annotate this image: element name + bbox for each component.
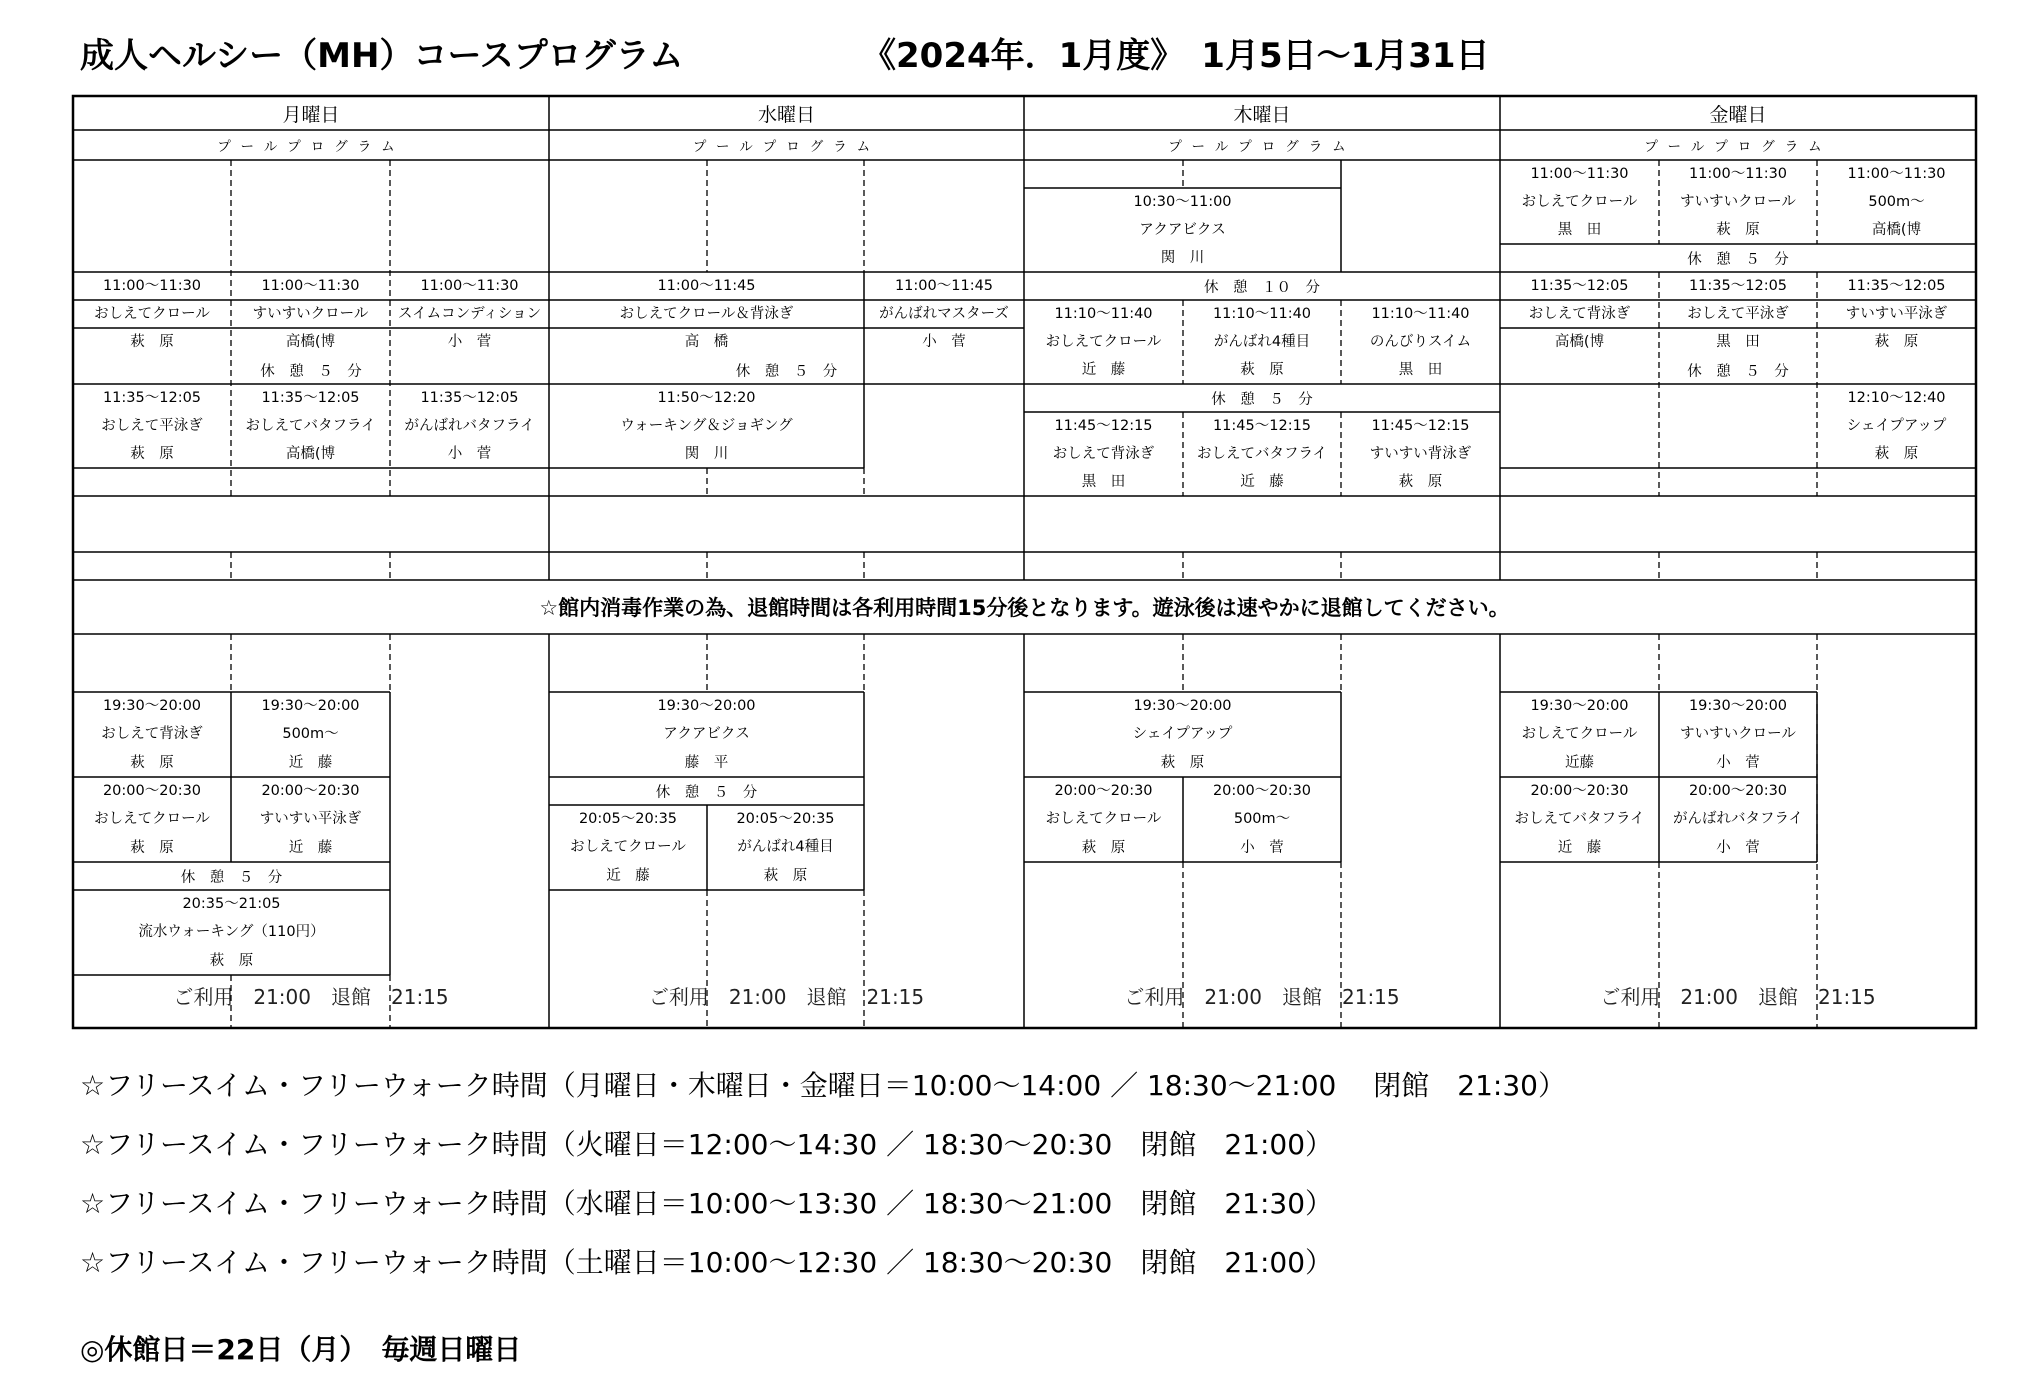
class-name: 500m～ (1233, 811, 1291, 828)
class-coach: 高橋(博 (285, 333, 336, 350)
class-time: 19:30～20:00 (1133, 697, 1232, 714)
class-name: すいすい平泳ぎ (1845, 305, 1948, 322)
class-time: 11:45～12:15 (1054, 417, 1153, 434)
class-time: 11:35～12:05 (1847, 277, 1946, 294)
class-coach: 高 橋 (684, 333, 729, 350)
class-time: 11:35～12:05 (420, 389, 519, 406)
class-cell (549, 384, 864, 468)
class-time: 10:30～11:00 (1133, 193, 1232, 210)
class-name: すいすい平泳ぎ (259, 811, 362, 828)
class-name: すいすい背泳ぎ (1369, 445, 1472, 462)
class-name: すいすいクロール (1680, 726, 1796, 743)
class-name: のんびりスイム (1369, 333, 1472, 350)
class-coach: 近藤 (1565, 754, 1594, 771)
class-cell (1341, 300, 1500, 384)
closing-time: ご利用 21:00 退館 21:15 (1600, 984, 1876, 1009)
class-coach: 萩 原 (1874, 445, 1919, 462)
class-cell (549, 272, 864, 356)
break-label: 休 憩 ５ 分 (180, 869, 283, 886)
class-coach: 高橋(博 (1871, 221, 1922, 238)
free-swim-hours: ☆フリースイム・フリーウォーク時間（水曜日＝10:00～13:30 ／ 18:30～21:00 閉館 21:30） (80, 1187, 1334, 1220)
class-time: 11:45～12:15 (1212, 417, 1312, 434)
class-cell (231, 272, 390, 356)
class-cell (231, 384, 390, 468)
class-cell (73, 890, 390, 975)
class-coach: 近 藤 (1557, 839, 1602, 856)
class-cell (1500, 692, 1659, 777)
class-cell (1817, 160, 1976, 244)
class-name: がんばれ4種目 (737, 839, 834, 856)
class-coach: 関 川 (684, 445, 729, 462)
break-label: 休 憩 ５ 分 (1211, 391, 1313, 408)
class-cell (1500, 777, 1659, 862)
class-name: おしえてクロール (1521, 726, 1638, 743)
class-coach: 小 菅 (1716, 754, 1760, 771)
class-cell (390, 272, 549, 356)
class-name: アクアビクス (663, 726, 750, 743)
class-name: おしえてクロール (94, 305, 210, 322)
class-time: 11:50～12:20 (657, 389, 756, 406)
class-cell (864, 272, 1024, 356)
class-name: おしえて背泳ぎ (1052, 445, 1155, 462)
break-label: 休 憩 ５ 分 (1687, 363, 1789, 380)
class-coach: 萩 原 (1716, 221, 1760, 238)
class-name: おしえてバタフライ (245, 417, 376, 434)
class-name: おしえてクロール＆背泳ぎ (619, 305, 794, 322)
class-time: 20:00～20:30 (1688, 782, 1788, 799)
day-header-wednesday: 水曜日 (757, 103, 815, 126)
class-time: 11:35～12:05 (1688, 277, 1788, 294)
class-name: おしえて平泳ぎ (1687, 305, 1789, 322)
class-time: 11:00～11:30 (1688, 165, 1788, 182)
class-cell (231, 777, 390, 862)
class-time: 11:10～11:40 (1212, 305, 1312, 322)
class-time: 19:30～20:00 (1530, 697, 1629, 714)
class-name: おしえてクロール (1045, 333, 1162, 350)
class-time: 11:00～11:45 (657, 277, 756, 294)
class-coach: 萩 原 (130, 445, 174, 462)
class-coach: 萩 原 (1081, 839, 1126, 856)
class-time: 11:10～11:40 (1054, 305, 1153, 322)
class-name: おしえて背泳ぎ (1528, 305, 1631, 322)
class-time: 19:30～20:00 (657, 697, 756, 714)
class-time: 11:00～11:30 (420, 277, 519, 294)
notice-banner: ☆館内消毒作業の為、退館時間は各利用時間15分後となります。遊泳後は速やかに退館してください。 (539, 596, 1510, 620)
class-coach: 萩 原 (130, 839, 174, 856)
class-coach: 小 菅 (447, 445, 492, 462)
class-time: 20:00～20:30 (1530, 782, 1629, 799)
break-label: 休 憩 ５ 分 (1687, 251, 1789, 268)
class-time: 11:00～11:30 (261, 277, 360, 294)
class-coach: 萩 原 (1874, 333, 1919, 350)
pool-program-label: プールプログラム (1168, 139, 1356, 155)
class-name: 500m～ (1868, 193, 1925, 210)
class-cell (549, 692, 864, 777)
holiday-note: ◎休館日＝22日（月） 毎週日曜日 (80, 1333, 522, 1366)
class-name: おしえてクロール (94, 811, 210, 828)
class-time: 11:10～11:40 (1371, 305, 1470, 322)
break-label: 休 憩 ５ 分 (735, 363, 838, 380)
class-name: スイムコンディション (397, 305, 542, 322)
class-time: 11:35～12:05 (102, 389, 202, 406)
class-name: おしえてバタフライ (1514, 811, 1645, 828)
class-time: 19:30～20:00 (261, 697, 360, 714)
class-time: 11:45～12:15 (1371, 417, 1470, 434)
break-label: 休 憩 １０ 分 (1204, 279, 1320, 296)
class-name: 流水ウォーキング（110円） (138, 924, 325, 941)
break-label: 休 憩 ５ 分 (655, 784, 758, 801)
class-cell (1341, 412, 1500, 496)
class-coach: 萩 原 (1240, 361, 1284, 378)
class-name: アクアビクス (1139, 221, 1226, 238)
class-name: がんばれバタフライ (1672, 811, 1804, 828)
class-time: 20:35～21:05 (182, 895, 281, 912)
day-header-friday: 金曜日 (1709, 103, 1767, 126)
pool-program-label: プールプログラム (217, 139, 405, 155)
class-name: ウォーキング＆ジョギング (620, 417, 793, 434)
class-cell (1659, 692, 1817, 777)
class-coach: 関 川 (1160, 249, 1205, 266)
class-coach: 黒 田 (1557, 221, 1602, 238)
class-coach: 近 藤 (1081, 361, 1126, 378)
class-name: すいすいクロール (1680, 193, 1796, 210)
pool-program-label: プールプログラム (692, 139, 881, 155)
class-time: 20:00～20:30 (261, 782, 360, 799)
class-cell (1024, 412, 1183, 496)
class-time: 11:00～11:30 (1530, 165, 1629, 182)
class-coach: 小 菅 (922, 333, 966, 350)
class-time: 20:05～20:35 (736, 810, 835, 827)
class-name: すいすいクロール (252, 305, 369, 322)
class-cell (1659, 160, 1817, 244)
class-name: おしえてバタフライ (1196, 445, 1328, 462)
class-cell (73, 384, 231, 468)
class-coach: 小 菅 (447, 333, 492, 350)
class-coach: 藤 平 (684, 754, 729, 771)
class-coach: 萩 原 (763, 867, 808, 884)
class-name: がんばれ4種目 (1213, 333, 1311, 350)
class-cell (1024, 777, 1183, 862)
class-time: 12:10～12:40 (1847, 389, 1946, 406)
class-time: 20:05～20:35 (578, 810, 678, 827)
class-cell (1500, 160, 1659, 244)
class-name: おしえて背泳ぎ (101, 726, 203, 743)
class-coach: 近 藤 (288, 839, 333, 856)
class-name: おしえてクロール (570, 839, 686, 856)
class-name: がんばれバタフライ (404, 417, 535, 434)
closing-time: ご利用 21:00 退館 21:15 (173, 984, 449, 1009)
class-name: シェイプアップ (1132, 726, 1233, 743)
class-time: 11:35～12:05 (1530, 277, 1629, 294)
class-time: 20:00～20:30 (1054, 782, 1153, 799)
schedule-period: 《2024年．1月度》 1月5日～1月31日 (862, 36, 1490, 76)
class-time: 11:00～11:30 (102, 277, 202, 294)
class-name: がんばれマスターズ (879, 305, 1009, 322)
class-time: 19:30～20:00 (1688, 697, 1788, 714)
class-cell (1817, 384, 1976, 468)
class-coach: 黒 田 (1081, 473, 1126, 490)
class-time: 19:30～20:00 (102, 697, 202, 714)
class-coach: 近 藤 (1240, 473, 1284, 490)
class-time: 11:00～11:45 (894, 277, 994, 294)
page-title: 成人ヘルシー（MH）コースプログラム (80, 36, 684, 76)
class-cell (231, 692, 390, 777)
class-cell (1500, 272, 1659, 356)
class-coach: 小 菅 (1716, 839, 1760, 856)
class-coach: 黒 田 (1716, 333, 1760, 350)
class-coach: 萩 原 (130, 333, 174, 350)
class-coach: 近 藤 (288, 754, 333, 771)
closing-time: ご利用 21:00 退館 21:15 (648, 984, 925, 1009)
free-swim-hours: ☆フリースイム・フリーウォーク時間（土曜日＝10:00～12:30 ／ 18:30～20:30 閉館 21:00） (80, 1246, 1334, 1279)
class-name: おしえてクロール (1521, 193, 1638, 210)
class-coach: 近 藤 (606, 867, 650, 884)
class-name: おしえて平泳ぎ (101, 417, 203, 434)
class-coach: 高橋(博 (1554, 333, 1605, 350)
class-coach: 黒 田 (1398, 361, 1443, 378)
class-cell (390, 384, 549, 468)
class-coach: 萩 原 (1398, 473, 1443, 490)
pool-program-label: プールプログラム (1644, 139, 1832, 155)
class-time: 11:35～12:05 (261, 389, 360, 406)
class-cell (1659, 272, 1817, 356)
class-cell (1024, 188, 1341, 272)
class-cell (73, 692, 231, 777)
class-cell (1817, 272, 1976, 356)
class-time: 20:00～20:30 (102, 782, 202, 799)
class-time: 11:00～11:30 (1847, 165, 1946, 182)
class-cell (73, 777, 231, 862)
class-cell (707, 805, 864, 890)
class-cell (1024, 692, 1341, 777)
class-time: 20:00～20:30 (1212, 782, 1312, 799)
class-cell (549, 805, 707, 890)
class-cell (1183, 300, 1341, 384)
class-name: 500m～ (282, 726, 339, 743)
class-cell (1183, 777, 1341, 862)
class-coach: 高橋(博 (285, 445, 336, 462)
free-swim-hours: ☆フリースイム・フリーウォーク時間（月曜日・木曜日・金曜日＝10:00～14:00 ／ 18:30～21:00 閉館 21:30） (80, 1069, 1566, 1102)
closing-time: ご利用 21:00 退館 21:15 (1124, 984, 1400, 1009)
day-header-thursday: 木曜日 (1233, 103, 1291, 126)
class-name: おしえてクロール (1045, 811, 1162, 828)
day-header-monday: 月曜日 (282, 103, 340, 126)
class-cell (1024, 300, 1183, 384)
class-name: シェイプアップ (1846, 417, 1947, 434)
class-cell (1659, 777, 1817, 862)
class-coach: 萩 原 (130, 754, 174, 771)
class-coach: 萩 原 (209, 952, 254, 969)
class-cell (73, 272, 231, 356)
class-coach: 小 菅 (1240, 839, 1284, 856)
free-swim-hours: ☆フリースイム・フリーウォーク時間（火曜日＝12:00～14:30 ／ 18:30～20:30 閉館 21:00） (80, 1128, 1334, 1161)
class-cell (1183, 412, 1341, 496)
break-label: 休 憩 ５ 分 (260, 363, 362, 380)
class-coach: 萩 原 (1160, 754, 1205, 771)
